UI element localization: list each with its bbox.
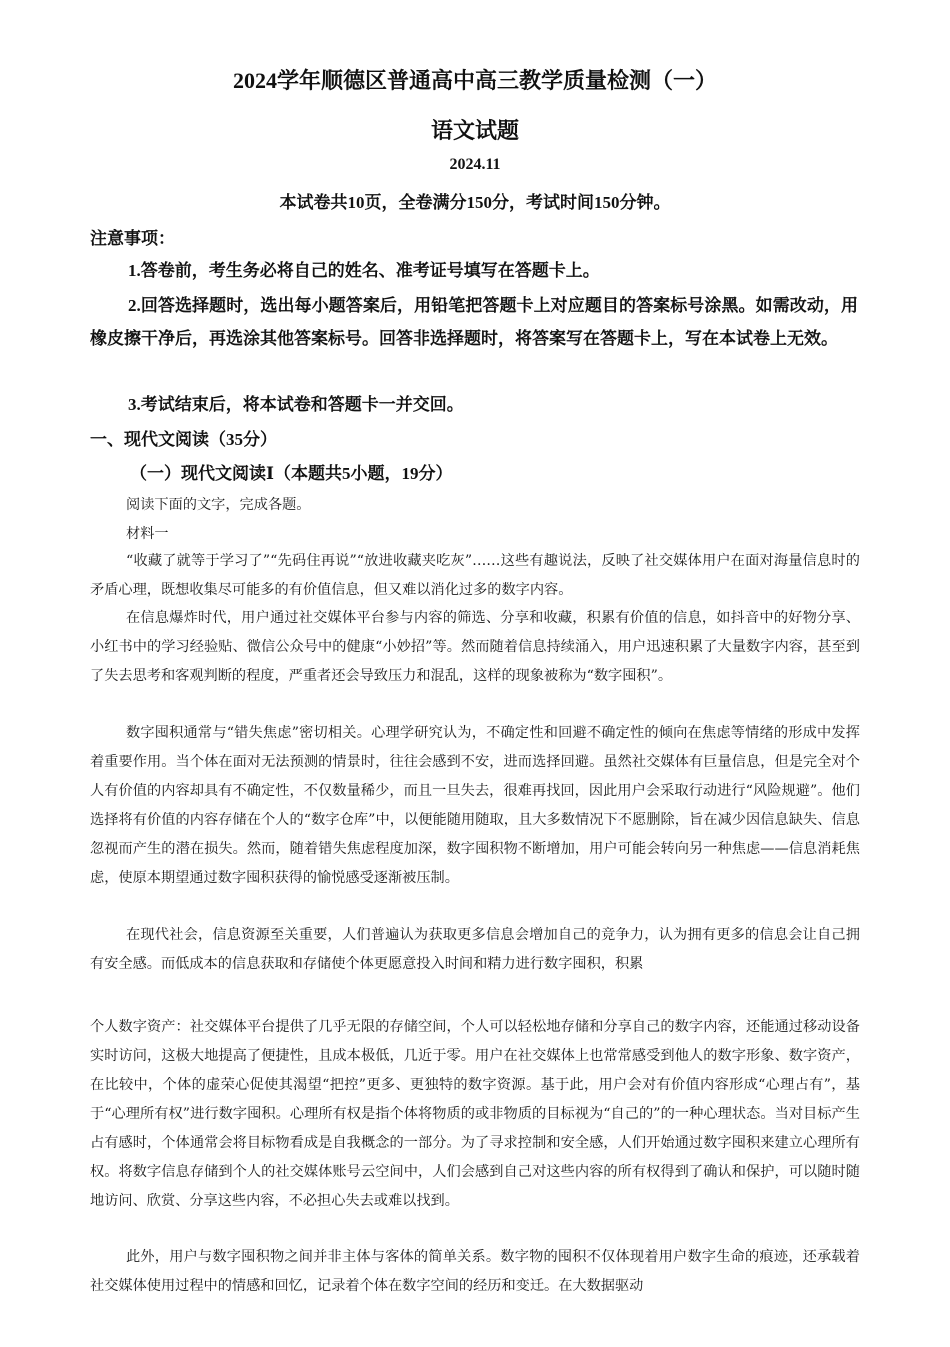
paragraph-4: 在现代社会，信息资源至关重要，人们普遍认为获取更多信息会增加自己的竞争力，认为拥有更多的信息会让自己拥有安全感。而低成本的信息获取和存储使个体更愿意投入时间和精力进行数字囤积，积累 [90, 927, 860, 972]
paragraph-5: 个人数字资产：社交媒体平台提供了几乎无限的存储空间，个人可以轻松地存储和分享自己的数字内容，还能通过移动设备实时访问，这极大地提高了便捷性，且成本极低，几近于零。用户在社交媒体上也常常感受到他人的数字形象、数字资产，在比较中，个体的虚荣心促使其渴望“把控”更多、更独特的数字资源。基于此，用户会对有价值内容形成“心理占有”，基于“心理所有权”进行数字囤积。心理所有权是指个体将物质的或非物质的目标视为“自己的”的一种心理状态。当对目标产生占有感时，个体通常会将目标物看成是自我概念的一部分。为了寻求控制和安全感，人们开始通过数字囤积来建立心理所有权。将数字信息存储到个人的社交媒体账号云空间中，人们会感到自己对这些内容的所有权得到了确认和保护，可以随时随地访问、欣赏、分享这些内容，不必担心失去或难以找到。 [90, 1019, 860, 1209]
exam-date: 2024.11 [449, 156, 501, 173]
paragraph-6: 此外，用户与数字囤积物之间并非主体与客体的简单关系。数字物的囤积不仅体现着用户数字生命的痕迹，还承载着社交媒体使用过程中的情感和回忆，记录着个体在数字空间的经历和变迁。在大数据驱动 [90, 1249, 860, 1294]
paragraph-3: 数字囤积通常与“错失焦虑”密切相关。心理学研究认为，不确定性和回避不确定性的倾向在焦虑等情绪的形成中发挥着重要作用。当个体在面对无法预测的情景时，往往会感到不安，进而选择回避。虽然社交媒体有巨量信息，但是完全对个人有价值的内容却具有不确定性，不仅数量稀少，而且一旦失去，很难再找回，因此用户会采取行动进行“风险规避”。他们选择将有价值的内容存储在个人的“数字仓库”中，以便能随用随取，且大多数情况下不愿删除，旨在减少因信息缺失、信息忽视而产生的潜在损失。然而，随着错失焦虑程度加深，数字囤积物不断增加，用户可能会转向另一种焦虑——信息消耗焦虑，使原本期望通过数字囤积获得的愉悦感受逐渐被压制。 [90, 725, 860, 886]
exam-title: 2024学年顺德区普通高中高三教学质量检测（一） [232, 68, 717, 93]
material-label: 材料一 [126, 526, 169, 542]
exam-info: 本试卷共10页，全卷满分150分，考试时间150分钟。 [279, 193, 671, 212]
note-item-1: 1.答卷前，考生务必将自己的姓名、准考证号填写在答题卡上。 [128, 261, 600, 280]
subject-title: 语文试题 [430, 118, 519, 143]
note-item-2: 2.回答选择题时，选出每小题答案后，用铅笔把答题卡上对应题目的答案标号涂黑。如需改动，用橡皮擦干净后，再选涂其他答案标号。回答非选择题时，将答案写在答题卡上，写在本试卷上无效。 [90, 296, 858, 348]
section-title: 一、现代文阅读（35分） [90, 430, 277, 449]
paragraph-1: “收藏了就等于学习了”“先码住再说”“放进收藏夹吃灰”……这些有趣说法，反映了社交媒体用户在面对海量信息时的矛盾心理，既想收集尽可能多的有价值信息，但又难以消化过多的数字内容。 [90, 553, 860, 598]
section-subtitle: （一）现代文阅读Ⅰ（本题共5小题，19分） [130, 464, 453, 483]
notes-heading: 注意事项： [90, 229, 175, 248]
note-item-3: 3.考试结束后，将本试卷和答题卡一并交回。 [128, 395, 464, 414]
paragraph-2: 在信息爆炸时代，用户通过社交媒体平台参与内容的筛选、分享和收藏，积累有价值的信息，如抖音中的好物分享、小红书中的学习经验贴、微信公众号中的健康“小妙招”等。然而随着信息持续涌入，用户迅速积累了大量数字内容，甚至到了失去思考和客观判断的程度，严重者还会导致压力和混乱，这样的现象被称为“数字囤积”。 [90, 610, 860, 684]
reading-instruction: 阅读下面的文字，完成各题。 [126, 497, 311, 513]
